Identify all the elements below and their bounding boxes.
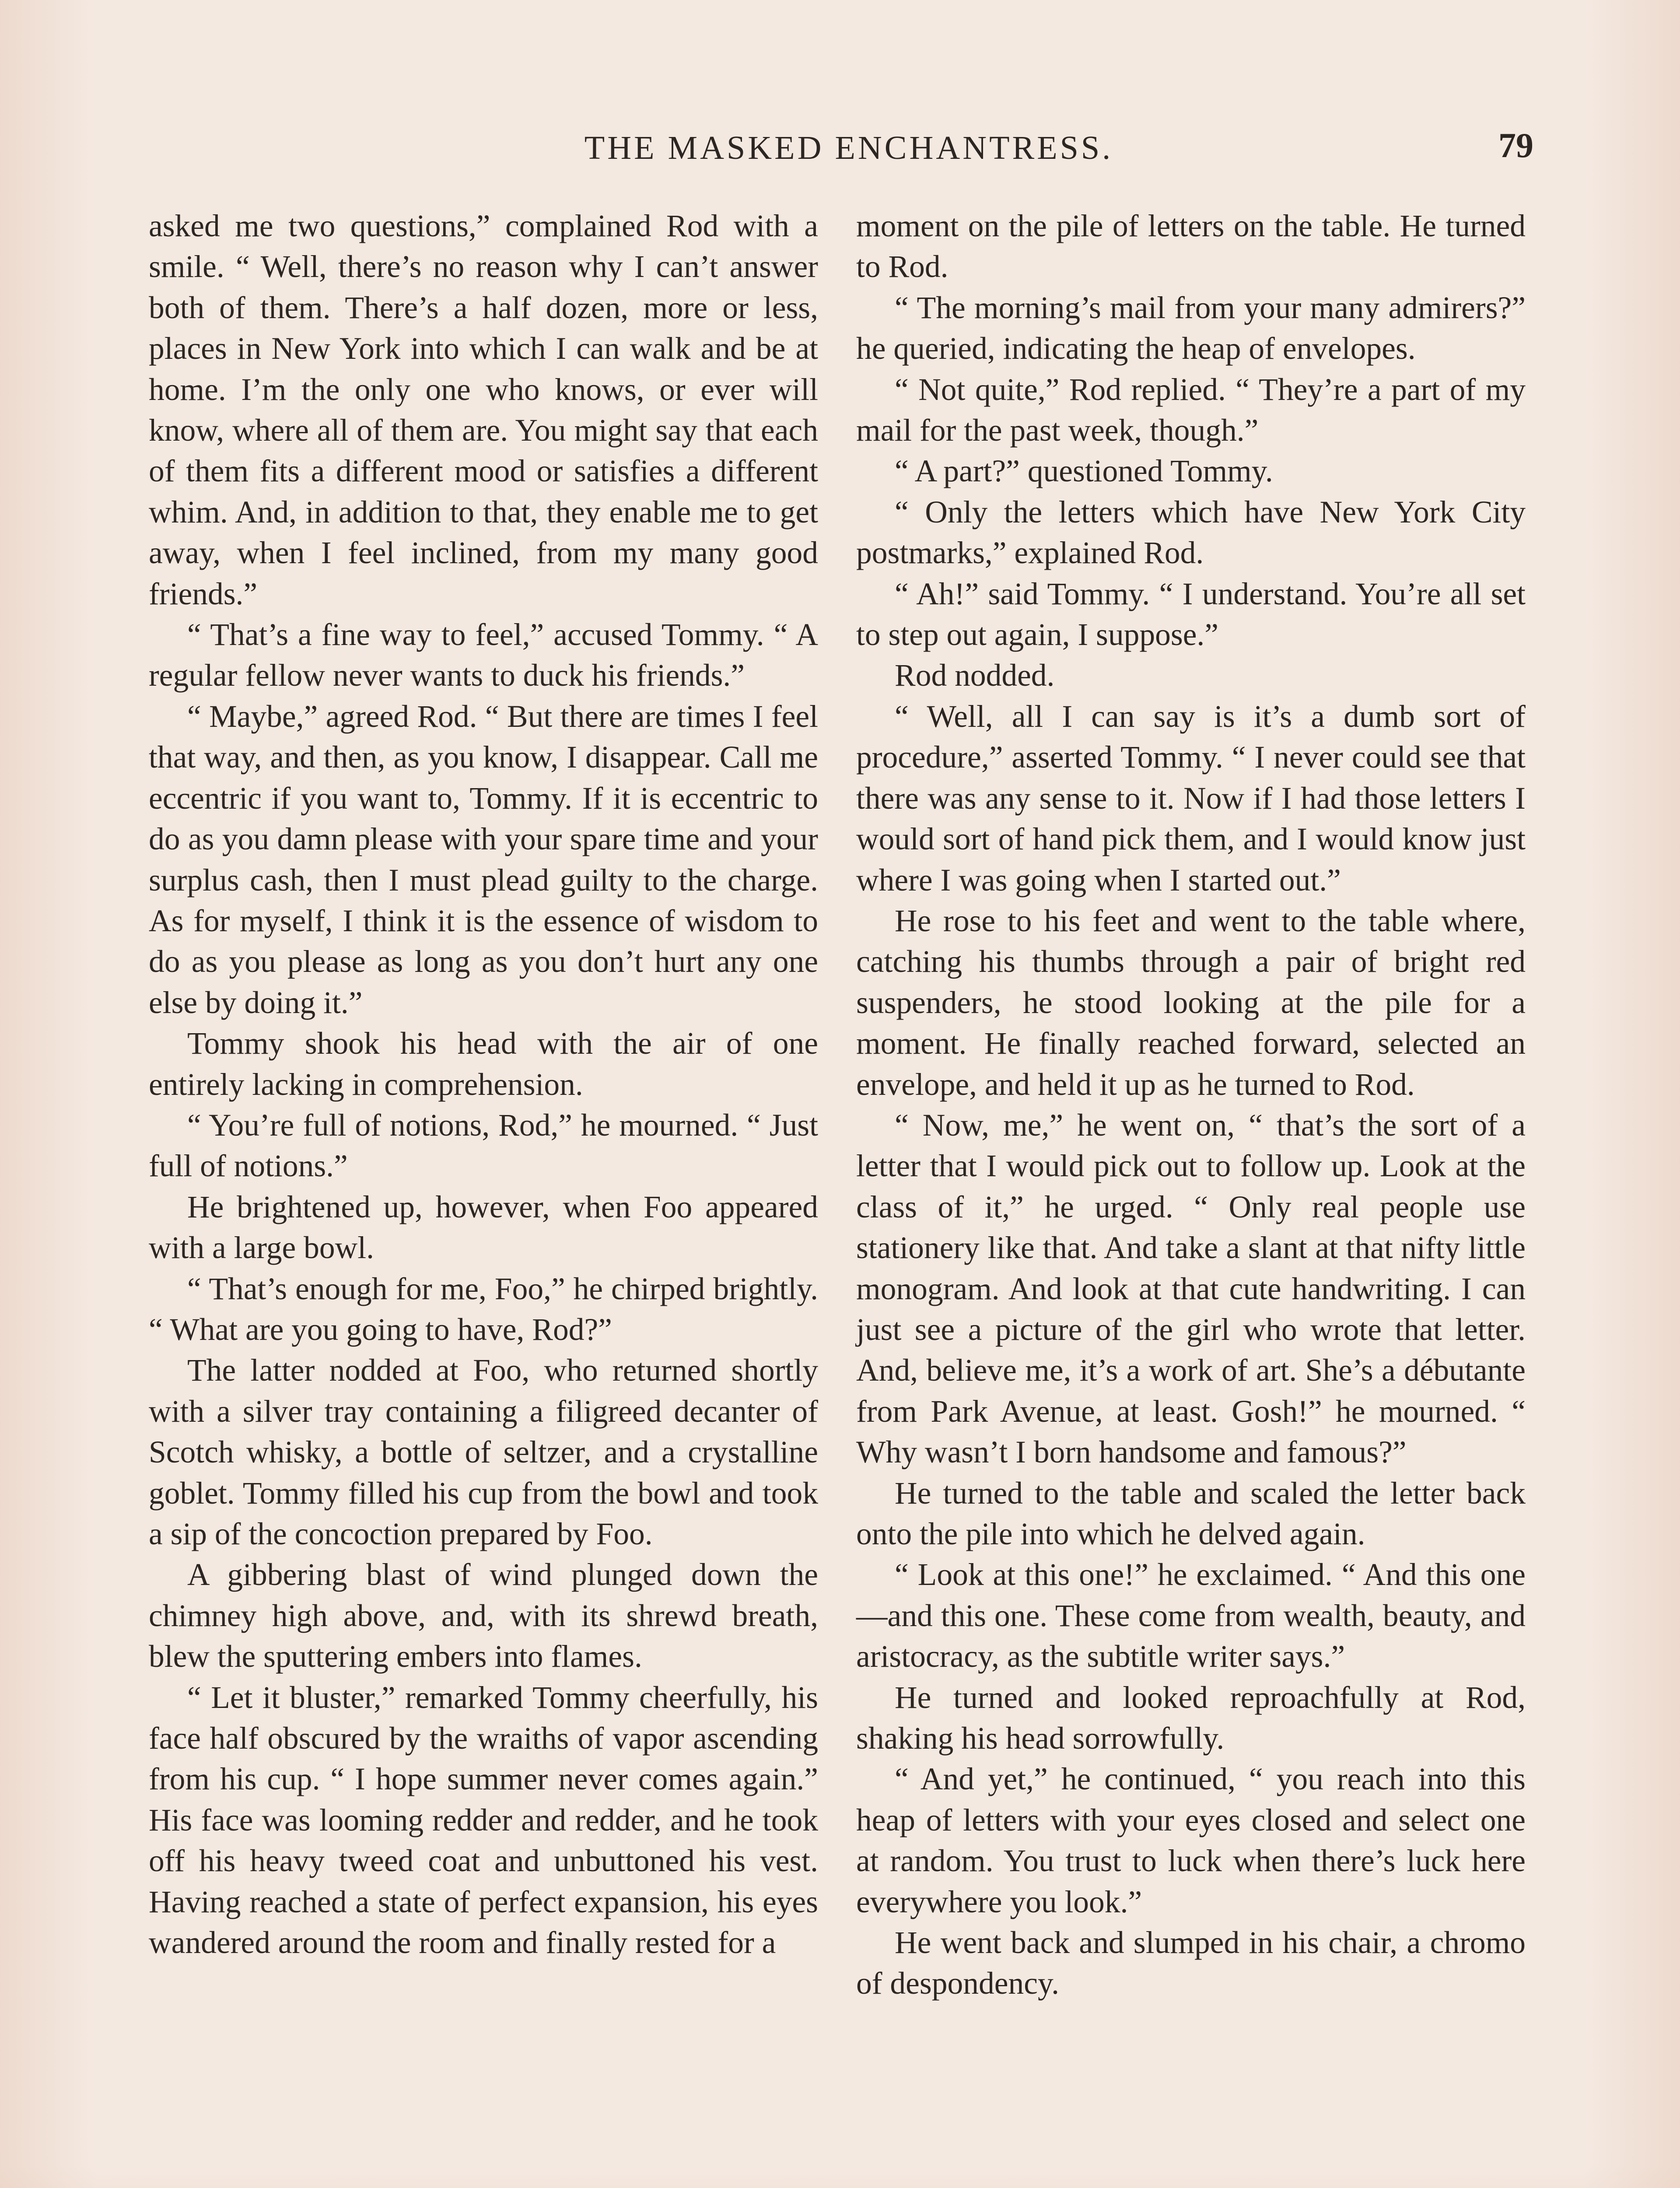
paragraph: “ That’s enough for me, Foo,” he chirped brightly. “ What are you going to have, Rod?” bbox=[149, 1271, 818, 1347]
paragraph: He brightened up, however, when Foo appeared with a large bowl. bbox=[149, 1189, 818, 1266]
paragraph: “ Look at this one!” he exclaimed. “ And this one—and this one. These come from wealth, beauty, and aristocracy, as the subtitle writer says.” bbox=[856, 1557, 1526, 1674]
paragraph: “ A part?” questioned Tommy. bbox=[895, 454, 1273, 489]
paragraph: moment on the pile of letters on the table. He turned to Rod. bbox=[856, 209, 1526, 284]
paragraph: asked me two questions,” complained Rod with a smile. “ Well, there’s no reason why I can’t answer both of them. There’s a half dozen, more or less, places in New York into which I can walk and be at home. I’m the only one who knows, or ever will know, where all of them are. You might say that each of them fits a different mood or satisfies a different whim. And, in addition to that, they enable me to get away, when I feel inclined, from my many good friends.” bbox=[149, 209, 818, 611]
paragraph: “ And yet,” he continued, “ you reach into this heap of letters with your eyes closed and select one at random. You trust to luck when there’s luck here everywhere you look.” bbox=[856, 1762, 1526, 1919]
paragraph: “ Not quite,” Rod replied. “ They’re a part of my mail for the past week, though.” bbox=[856, 372, 1526, 448]
right-column bbox=[856, 206, 1526, 2004]
paragraph: He turned to the table and scaled the letter back onto the pile into which he delved again. bbox=[856, 1476, 1526, 1551]
paragraph: “ That’s a fine way to feel,” accused Tommy. “ A regular fellow never wants to duck his friends.” bbox=[149, 617, 818, 693]
paragraph: A gibbering blast of wind plunged down the chimney high above, and, with its shrewd breath, blew the sputtering embers into flames. bbox=[149, 1557, 818, 1674]
paragraph: Tommy shook his head with the air of one entirely lacking in comprehension. bbox=[149, 1026, 818, 1102]
paragraph: Rod nodded. bbox=[895, 658, 1055, 693]
paragraph: “ Ah!” said Tommy. “ I understand. You’re all set to step out again, I suppose.” bbox=[856, 576, 1526, 652]
paragraph: “ The morning’s mail from your many admirers?” he queried, indicating the heap of envelopes. bbox=[856, 290, 1526, 366]
paragraph: He turned and looked reproachfully at Rod, shaking his head sorrowfully. bbox=[856, 1680, 1526, 1756]
paragraph: “ Only the letters which have New York City postmarks,” explained Rod. bbox=[856, 494, 1526, 571]
paragraph: “ Maybe,” agreed Rod. “ But there are times I feel that way, and then, as you know, I disappear. Call me eccentric if you want to, Tommy. If it is eccentric to do as you damn please with your spare time and your surplus cash, then I must plead guilty to the charge. As for myself, I think it is the essence of wisdom to do as you please as long as you don’t hurt any one else by doing it.” bbox=[149, 699, 818, 1020]
left-column bbox=[149, 206, 818, 1963]
page-number: 79 bbox=[1498, 126, 1533, 165]
paragraph: He went back and slumped in his chair, a chromo of despondency. bbox=[856, 1925, 1526, 2001]
paragraph: The latter nodded at Foo, who returned shortly with a silver tray containing a filigreed decanter of Scotch whisky, a bottle of seltzer, and a crystalline goblet. Tommy filled his cup from the bowl and took a sip of the concoction prepared by Foo. bbox=[149, 1353, 818, 1551]
paragraph: He rose to his feet and went to the table where, catching his thumbs through a pair of bright red suspenders, he stood looking at the pile for a moment. He finally reached forward, selected an envelope, and held it up as he turned to Rod. bbox=[856, 903, 1526, 1102]
paragraph: “ You’re full of notions, Rod,” he mourned. “ Just full of notions.” bbox=[149, 1108, 818, 1184]
running-head-title: THE MASKED ENCHANTRESS. bbox=[584, 130, 1113, 166]
paragraph: “ Well, all I can say is it’s a dumb sort of procedure,” asserted Tommy. “ I never could see that there was any sense to it. Now if I had those letters I would sort of hand pick them, and I would know just where I was going when I started out.” bbox=[856, 699, 1526, 898]
paragraph: “ Now, me,” he went on, “ that’s the sort of a letter that I would pick out to follow up. Look at the class of it,” he urged. “ Only real people use stationery like that. And take a slant at that nifty little monogram. And look at that cute handwriting. I can just see a picture of the girl who wrote that letter. And, believe me, it’s a work of art. She’s a débutante from Park Avenue, at least. Gosh!” he mourned. “ Why wasn’t I born handsome and famous?” bbox=[856, 1108, 1526, 1470]
paragraph: “ Let it bluster,” remarked Tommy cheerfully, his face half obscured by the wraiths of vapor ascending from his cup. “ I hope summer never comes again.” His face was looming redder and redder, and he took off his heavy tweed coat and unbuttoned his vest. Having reached a state of perfect expansion, his eyes wandered around the room and finally rested for a bbox=[149, 1680, 818, 1960]
